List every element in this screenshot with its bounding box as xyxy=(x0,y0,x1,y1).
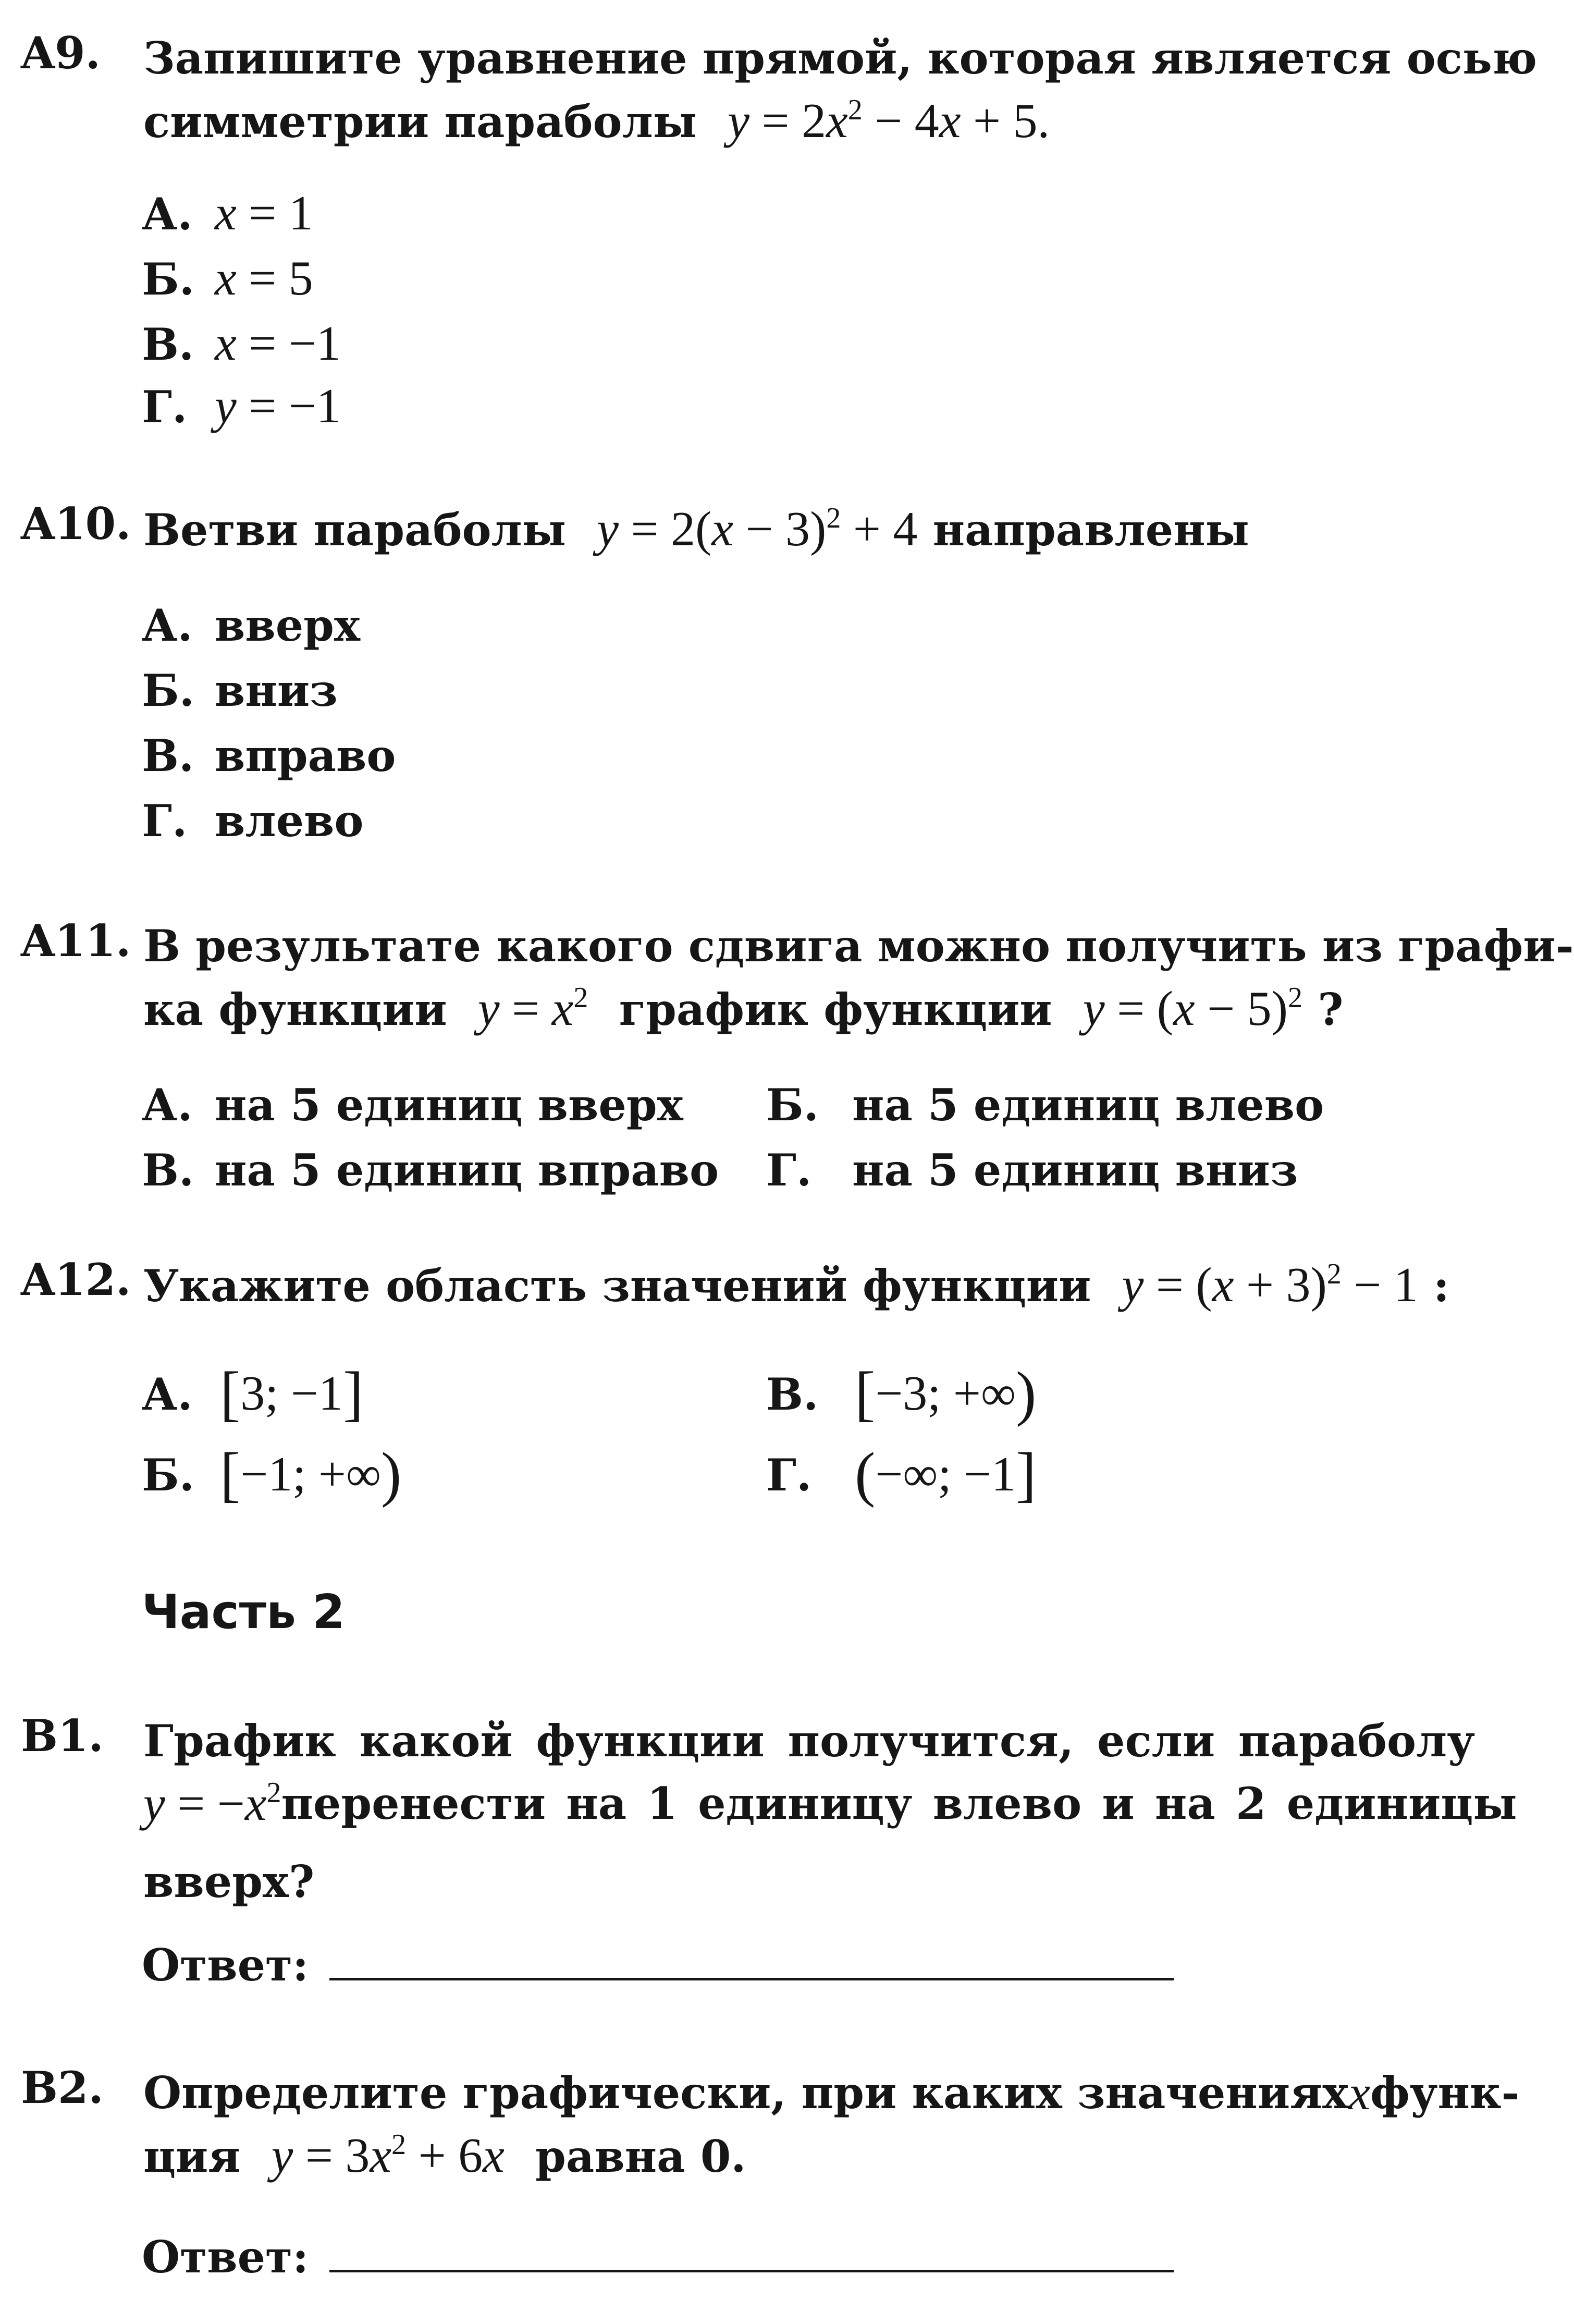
question-text-fragment: : xyxy=(1418,1260,1450,1312)
option-label: Г. xyxy=(766,1144,812,1196)
option-a9-a xyxy=(142,185,313,241)
exponent: 2 xyxy=(1287,982,1302,1014)
interval-open-bracket: [ xyxy=(220,1440,241,1508)
interval-values: −1; +∞ xyxy=(240,1447,381,1501)
math-text: + 3) xyxy=(1234,1258,1327,1312)
interval-values: 3; −1 xyxy=(240,1366,343,1421)
question-text-fragment: график функции xyxy=(619,984,1052,1035)
formula xyxy=(1083,982,1302,1036)
formula xyxy=(143,1772,281,1835)
math-var: x xyxy=(483,2129,505,2183)
question-line: График какой функции получится, если параболу xyxy=(143,1715,1475,1767)
option-label: Г. xyxy=(142,381,188,433)
formula xyxy=(597,502,917,556)
question-line xyxy=(143,1254,1475,1317)
math-text: = xyxy=(499,982,552,1036)
question-text xyxy=(143,915,1574,1041)
question-text-fragment: ция xyxy=(143,2131,241,2182)
interval xyxy=(220,1359,364,1427)
question-text xyxy=(143,27,1538,153)
math-var: x xyxy=(244,1777,267,1831)
exponent: 2 xyxy=(573,982,588,1014)
math-text: = −1 xyxy=(236,316,341,371)
math-var: x xyxy=(215,186,237,240)
interval xyxy=(855,1440,1037,1508)
formula xyxy=(272,2129,505,2183)
math-var: y xyxy=(1122,1258,1144,1312)
option-a9-c xyxy=(142,315,341,372)
math-var: x xyxy=(215,251,237,305)
math-text: = 2( xyxy=(618,502,712,556)
question-text-fragment: направлены xyxy=(932,504,1249,556)
interval-values: −∞; −1 xyxy=(875,1447,1016,1501)
option-a10-d xyxy=(142,795,363,847)
answer-label: Ответ: xyxy=(142,1939,309,1991)
option-label: А. xyxy=(142,1079,193,1131)
math-var: x xyxy=(1348,2066,1370,2120)
exponent: 2 xyxy=(847,94,863,126)
question-number: A10. xyxy=(21,498,131,549)
question-line: В результате какого сдвига можно получить из графи- xyxy=(143,920,1574,972)
question-text-fragment: симметрии параболы xyxy=(143,96,697,148)
math-text: − 4 xyxy=(862,94,939,148)
question-number: A12. xyxy=(21,1254,131,1305)
math-text: − 5) xyxy=(1195,982,1288,1036)
answer-row-b2 xyxy=(142,2231,1174,2283)
interval-values: −3; +∞ xyxy=(875,1366,1016,1421)
option-label: Б. xyxy=(142,665,195,716)
option-a10-a xyxy=(142,600,360,651)
option-a11-c xyxy=(142,1144,719,1196)
interval xyxy=(220,1440,402,1508)
option-text: вверх xyxy=(215,600,360,651)
option-text: на 5 единиц вниз xyxy=(852,1144,1298,1196)
option-text: влево xyxy=(215,795,364,847)
question-line xyxy=(143,1772,1517,1835)
interval-close-bracket: ) xyxy=(380,1440,402,1508)
interval-close-bracket: ] xyxy=(342,1359,364,1427)
exponent: 2 xyxy=(391,2129,407,2161)
formula xyxy=(728,94,1050,148)
math-text: = ( xyxy=(1143,1258,1212,1312)
option-a12-b xyxy=(142,1439,401,1510)
option-label: В. xyxy=(142,730,194,781)
math-text: = −1 xyxy=(236,379,341,433)
question-line xyxy=(143,2124,1475,2188)
math-var: y xyxy=(143,1777,165,1831)
math-var: y xyxy=(728,94,750,148)
option-text: на 5 единиц влево xyxy=(852,1079,1324,1131)
question-line: вверх? xyxy=(143,1856,315,1907)
interval-open-bracket: ( xyxy=(855,1440,876,1508)
math-text: − 3) xyxy=(733,502,827,556)
question-text xyxy=(143,2062,1520,2188)
question-text-fragment: равна 0. xyxy=(535,2131,746,2182)
interval-close-bracket: ) xyxy=(1015,1359,1037,1427)
option-text: на 5 единиц вправо xyxy=(215,1144,719,1196)
question-line xyxy=(143,2062,1520,2124)
option-a11-d xyxy=(766,1144,1298,1196)
math-var: x xyxy=(826,94,848,148)
answer-label: Ответ: xyxy=(142,2231,309,2283)
math-text: − 1 xyxy=(1341,1258,1418,1312)
question-text-fragment: Определите графически, при каких значениях xyxy=(143,2067,1349,2119)
question-line: Запишите уравнение прямой, которая является осью xyxy=(143,32,1538,84)
math-text: = ( xyxy=(1104,982,1173,1036)
option-a10-b xyxy=(142,665,338,716)
option-label: А. xyxy=(142,1368,193,1420)
option-a12-c xyxy=(766,1358,1036,1429)
question-line xyxy=(143,498,1475,561)
option-a9-b xyxy=(142,250,313,307)
option-label: В. xyxy=(142,319,194,370)
interval-open-bracket: [ xyxy=(855,1359,876,1427)
question-number: B2. xyxy=(21,2062,104,2113)
question-line xyxy=(143,977,1475,1041)
math-text: = − xyxy=(165,1777,245,1831)
option-text: вниз xyxy=(215,665,338,716)
option-label: Г. xyxy=(766,1449,812,1501)
option-label: В. xyxy=(766,1368,819,1420)
interval xyxy=(855,1359,1037,1427)
math-var: x xyxy=(1212,1258,1234,1312)
option-label: А. xyxy=(142,600,193,651)
math-var: y xyxy=(215,379,237,433)
question-text xyxy=(143,498,1475,561)
option-text: на 5 единиц вверх xyxy=(215,1079,683,1131)
formula xyxy=(478,982,588,1036)
question-number: A11. xyxy=(21,915,131,967)
exponent: 2 xyxy=(266,1777,281,1809)
math-text: + 4 xyxy=(841,502,918,556)
question-text-fragment: ка функции xyxy=(143,984,447,1035)
math-text: = 3 xyxy=(293,2129,370,2183)
option-a11-b xyxy=(766,1079,1324,1131)
math-var: x xyxy=(370,2129,392,2183)
option-a10-c xyxy=(142,730,396,781)
option-label: Б. xyxy=(142,253,195,305)
math-text: = 2 xyxy=(749,94,827,148)
question-text xyxy=(143,1254,1475,1317)
option-label: Б. xyxy=(766,1079,819,1131)
math-var: x xyxy=(939,94,961,148)
question-text-fragment: перенести на 1 единицу влево и на 2 единицы xyxy=(281,1778,1517,1829)
math-text: + 5. xyxy=(961,94,1050,148)
interval-close-bracket: ] xyxy=(1015,1440,1037,1508)
formula xyxy=(1122,1258,1418,1312)
option-a12-a xyxy=(142,1358,363,1429)
option-label: Б. xyxy=(142,1449,195,1501)
math-var: x xyxy=(1173,982,1195,1036)
math-text: + 6 xyxy=(406,2129,483,2183)
question-text-fragment: Ветви параболы xyxy=(143,504,566,556)
question-text-fragment: функ- xyxy=(1370,2067,1520,2119)
math-text: = 5 xyxy=(236,251,313,305)
question-number: A9. xyxy=(21,27,101,79)
exponent: 2 xyxy=(826,502,841,534)
question-line xyxy=(143,90,1475,153)
question-text xyxy=(143,1710,1517,1913)
option-a11-a xyxy=(142,1079,683,1131)
exponent: 2 xyxy=(1326,1258,1342,1290)
answer-line[interactable] xyxy=(329,2270,1174,2272)
math-var: y xyxy=(1083,982,1105,1036)
option-label: Г. xyxy=(142,795,188,847)
math-var: y xyxy=(477,982,500,1036)
interval-open-bracket: [ xyxy=(220,1359,241,1427)
math-text: = 1 xyxy=(236,186,313,240)
option-label: А. xyxy=(142,188,193,240)
math-var: x xyxy=(551,982,574,1036)
math-var: x xyxy=(711,502,734,556)
section-title: Часть 2 xyxy=(142,1585,345,1640)
question-text-fragment: ? xyxy=(1302,984,1344,1035)
answer-row-b1 xyxy=(142,1939,1174,1991)
question-text-fragment: Укажите область значений функции xyxy=(143,1260,1091,1312)
math-var: x xyxy=(215,316,237,371)
option-text: вправо xyxy=(215,730,396,781)
option-a9-d xyxy=(142,378,341,434)
option-a12-d xyxy=(766,1439,1036,1510)
math-var: y xyxy=(597,502,619,556)
option-label: В. xyxy=(142,1144,194,1196)
answer-line[interactable] xyxy=(329,1978,1174,1980)
math-var: y xyxy=(271,2129,293,2183)
question-number: B1. xyxy=(21,1710,104,1762)
